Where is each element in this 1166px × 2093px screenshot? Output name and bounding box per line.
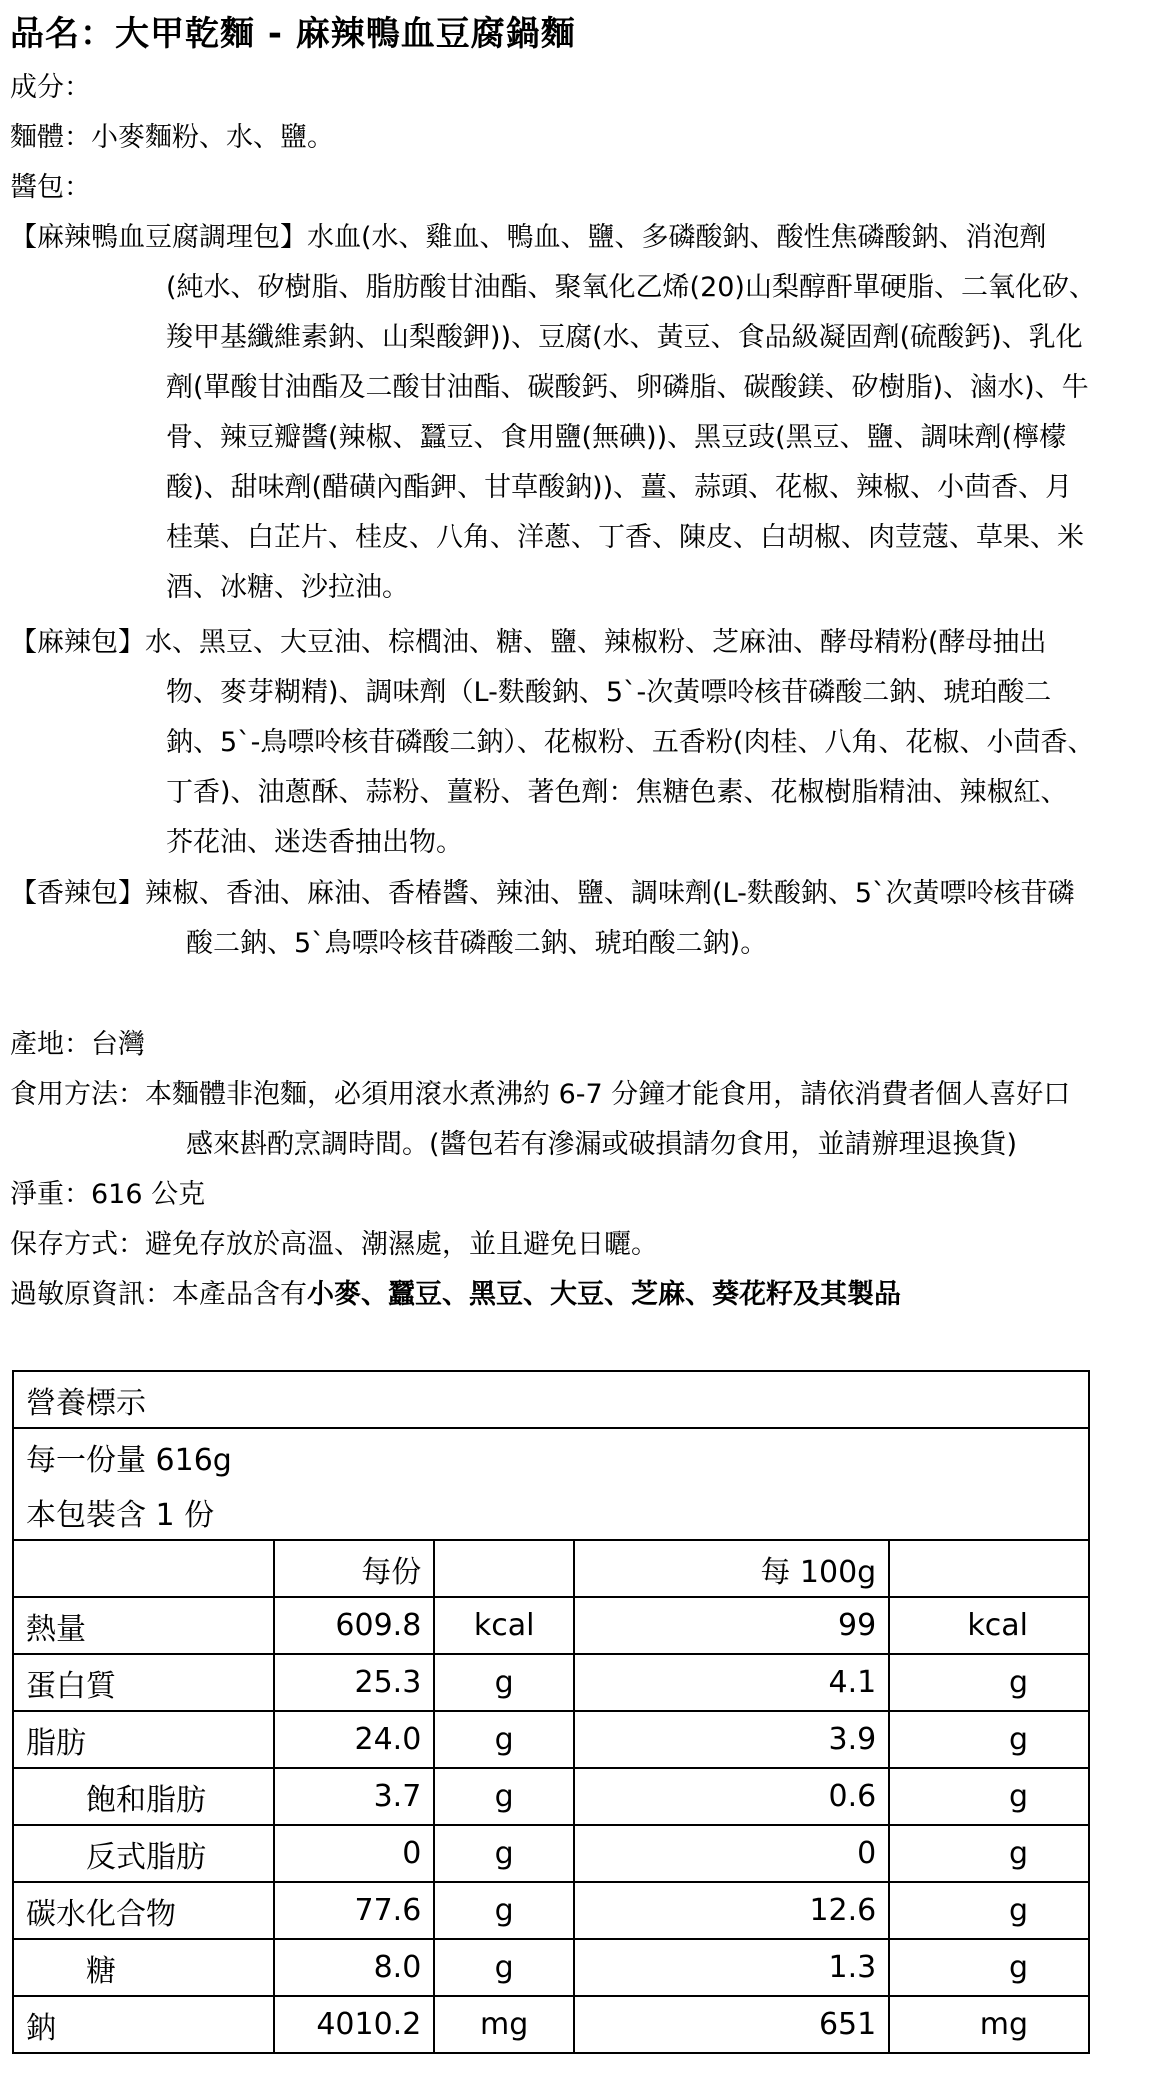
- pack2-line: 鈉、5`-鳥嘌呤核苷磷酸二鈉）、花椒粉、五香粉(肉桂、八角、花椒、小茴香、: [166, 727, 1095, 758]
- usage-line: 食用方法：本麵體非泡麵，必須用滾水煮沸約 6-7 分鐘才能食用，請依消費者個人喜好口: [10, 1079, 1071, 1110]
- nutrient-unit: g: [889, 1768, 1089, 1825]
- pack2-line: 丁香)、油蔥酥、蒜粉、薑粉、著色劑：焦糖色素、花椒樹脂精油、辣椒紅、: [166, 777, 1068, 808]
- nutrient-per-100g: 0: [574, 1825, 889, 1882]
- product-title: 品名：大甲乾麵 - 麻辣鴨血豆腐鍋麵: [10, 14, 576, 54]
- nutrient-per-100g: 0.6: [574, 1768, 889, 1825]
- nutrient-per-100g: 651: [574, 1996, 889, 2053]
- servings-count: 本包裝含 1 份: [13, 1484, 1089, 1540]
- nutrient-per-serving: 25.3: [274, 1654, 434, 1711]
- nutrient-row: [13, 1597, 1089, 1654]
- nutrient-row: [13, 1768, 1089, 1825]
- nutrient-per-100g: 12.6: [574, 1882, 889, 1939]
- nutrient-name: 熱量: [13, 1597, 274, 1654]
- nutrient-unit: g: [434, 1711, 574, 1768]
- nutrient-name: 反式脂肪: [13, 1825, 274, 1882]
- nutrient-unit: g: [434, 1939, 574, 1996]
- nutrient-per-serving: 0: [274, 1825, 434, 1882]
- pack1-line: 酒、冰糖、沙拉油。: [166, 572, 409, 603]
- nutrient-unit: mg: [889, 1996, 1089, 2053]
- nutrient-row: [13, 1996, 1089, 2053]
- pack1-line: 劑(單酸甘油酯及二酸甘油酯、碳酸鈣、卵磷脂、碳酸鎂、矽樹脂)、滷水)、牛: [166, 372, 1089, 403]
- nutrient-name: 鈉: [13, 1996, 274, 2053]
- nutrition-table: [12, 1370, 1090, 2054]
- pack2-line: 芥花油、迷迭香抽出物。: [166, 827, 463, 858]
- nutrient-per-100g: 3.9: [574, 1711, 889, 1768]
- nutrient-per-100g: 99: [574, 1597, 889, 1654]
- allergen-info: [10, 1275, 901, 1315]
- servings-row: [13, 1484, 1089, 1540]
- nutrient-per-100g: 1.3: [574, 1939, 889, 1996]
- pack1-line: 【麻辣鴨血豆腐調理包】水血(水、雞血、鴨血、鹽、多磷酸鈉、酸性焦磷酸鈉、消泡劑: [10, 222, 1047, 253]
- allergen-items: 小麥、蠶豆、黑豆、大豆、芝麻、葵花籽及其製品: [307, 1279, 901, 1310]
- nutrient-unit: g: [434, 1882, 574, 1939]
- nutrient-unit: kcal: [889, 1597, 1089, 1654]
- nutrient-name: 脂肪: [13, 1711, 274, 1768]
- nutrient-per-serving: 609.8: [274, 1597, 434, 1654]
- storage: 保存方式：避免存放於高溫、潮濕處，並且避免日曬。: [10, 1229, 658, 1260]
- pack1-line: 骨、辣豆瓣醬(辣椒、蠶豆、食用鹽(無碘))、黑豆豉(黑豆、鹽、調味劑(檸檬: [166, 422, 1067, 453]
- nutrition-title: 營養標示: [13, 1371, 1089, 1428]
- nutrient-per-serving: 77.6: [274, 1882, 434, 1939]
- nutrition-header-row: [13, 1540, 1089, 1597]
- pack1-line: (純水、矽樹脂、脂肪酸甘油酯、聚氧化乙烯(20)山梨醇酐單硬脂、二氧化矽、: [166, 272, 1096, 303]
- nutrient-unit: g: [889, 1711, 1089, 1768]
- allergen-label: 過敏原資訊：本產品含有: [10, 1279, 307, 1310]
- nutrient-per-serving: 24.0: [274, 1711, 434, 1768]
- ingredients-label: 成分：: [10, 72, 91, 103]
- pack3-line: 【香辣包】辣椒、香油、麻油、香椿醬、辣油、鹽、調味劑(L-麩酸鈉、5`次黃嘌呤核苷磷: [10, 878, 1075, 909]
- nutrient-name: 碳水化合物: [13, 1882, 274, 1939]
- pack1-line: 羧甲基纖維素鈉、山梨酸鉀))、豆腐(水、黃豆、食品級凝固劑(硫酸鈣)、乳化: [166, 322, 1083, 353]
- nutrient-unit: g: [434, 1825, 574, 1882]
- nutrient-unit: g: [889, 1939, 1089, 1996]
- nutrient-row: [13, 1825, 1089, 1882]
- nutrient-row: [13, 1654, 1089, 1711]
- nutrient-unit: g: [889, 1825, 1089, 1882]
- nutrient-unit: g: [434, 1654, 574, 1711]
- nutrition-title-row: [13, 1371, 1089, 1428]
- noodle-ingredients: 麵體：小麥麵粉、水、鹽。: [10, 122, 334, 153]
- nutrient-per-serving: 4010.2: [274, 1996, 434, 2053]
- sauce-label: 醬包：: [10, 172, 91, 203]
- nutrient-per-serving: 3.7: [274, 1768, 434, 1825]
- pack2-line: 【麻辣包】水、黑豆、大豆油、棕櫚油、糖、鹽、辣椒粉、芝麻油、酵母精粉(酵母抽出: [10, 627, 1047, 658]
- nutrient-unit: mg: [434, 1996, 574, 2053]
- nutrient-unit: g: [889, 1882, 1089, 1939]
- nutrient-row: [13, 1939, 1089, 1996]
- nutrient-name: 糖: [13, 1939, 274, 1996]
- serving-row: [13, 1428, 1089, 1484]
- origin: 產地：台灣: [10, 1029, 145, 1060]
- pack2-line: 物、麥芽糊精)、調味劑（L-麩酸鈉、5`-次黃嘌呤核苷磷酸二鈉、琥珀酸二: [166, 677, 1052, 708]
- pack3-line: 酸二鈉、5`鳥嘌呤核苷磷酸二鈉、琥珀酸二鈉)。: [186, 928, 768, 959]
- nutrient-row: [13, 1882, 1089, 1939]
- nutrient-unit: g: [434, 1768, 574, 1825]
- usage-line: 感來斟酌烹調時間。(醬包若有滲漏或破損請勿食用，並請辦理退換貨): [186, 1129, 1018, 1160]
- nutrient-row: [13, 1711, 1089, 1768]
- nutrient-unit: kcal: [434, 1597, 574, 1654]
- nutrient-name: 蛋白質: [13, 1654, 274, 1711]
- serving-size: 每一份量 616g: [13, 1428, 1089, 1484]
- net-weight: 淨重：616 公克: [10, 1179, 206, 1210]
- nutrient-name: 飽和脂肪: [13, 1768, 274, 1825]
- nutrient-per-100g: 4.1: [574, 1654, 889, 1711]
- col-per-100g: 每 100g: [574, 1540, 889, 1597]
- pack1-line: 桂葉、白芷片、桂皮、八角、洋蔥、丁香、陳皮、白胡椒、肉荳蔻、草果、米: [166, 522, 1084, 553]
- pack1-line: 酸)、甜味劑(醋磺內酯鉀、甘草酸鈉))、薑、蒜頭、花椒、辣椒、小茴香、月: [166, 472, 1073, 503]
- nutrient-per-serving: 8.0: [274, 1939, 434, 1996]
- col-per-serving: 每份: [274, 1540, 434, 1597]
- nutrient-unit: g: [889, 1654, 1089, 1711]
